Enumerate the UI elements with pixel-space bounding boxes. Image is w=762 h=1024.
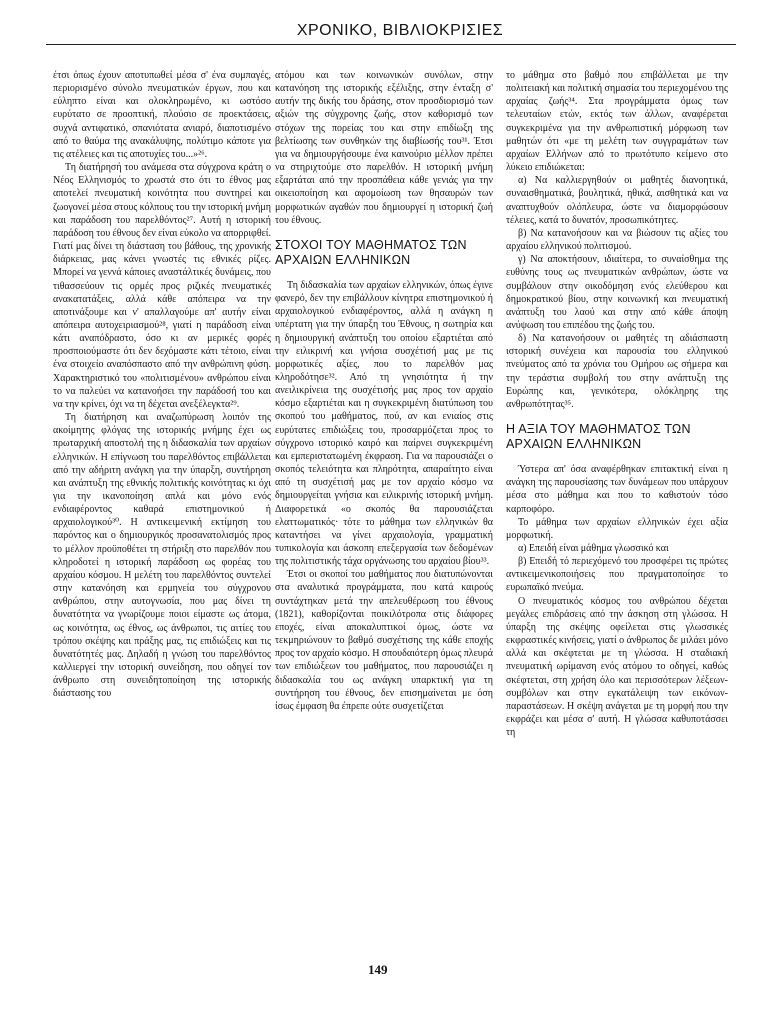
page-number: 149 xyxy=(368,962,388,977)
section-heading: Η ΑΞΙΑ ΤΟΥ ΜΑΘΗΜΑΤΟΣ ΤΩΝ ΑΡΧΑΙΩΝ ΕΛΛΗΝΙΚΩΝ xyxy=(506,422,691,452)
paragraph: δ) Να κατανοήσουν οι μαθητές τη αδιάσπαστη ιστορική συνέχεια και παρουσία του ελληνικού πνεύματος από τα χρόνια του Ομήρου ως σήμερα και την τεράστια συμβολή του στην ανάπτυξη της Ευρώπης και, γενικότερα, ολόκληρης της ανθρωπότητας³⁵. xyxy=(506,333,728,410)
paragraph: Το μάθημα των αρχαίων ελληνικών έχει αξία μορφωτική. xyxy=(506,516,728,541)
paragraph: ατόμου και των κοινωνικών συνόλων, στην κατανόηση της ιστορικής εξέλιξης, στην ένταξη σ' αυτήν της δικής του δράσης, στον προσδιορισμό των αξιών της σύγχρονης ζωής, στον καθορισμό των στόχων της πορείας του και στην επιδίωξη της βελτίωσης των συνθηκών της διαβίωσής του³¹. Έτσι για να δημιουργήσουμε ένα καινούριο μέλλον πρέπει να στηριχτούμε στο παρελθόν. Η ιστορική μνήμη εξαρτάται από την προσπάθεια κάθε γενιάς για την οικειοποίηση και αφομοίωση των θησαυρών των μορφωτικών αγαθών που δημιουργεί η ιστορική ζωή του έθνους. xyxy=(275,70,493,226)
text-column-2 xyxy=(275,69,493,713)
text-column-3 xyxy=(506,69,728,739)
paragraph: β) Να κατανοήσουν και να βιώσουν τις αξίες του αρχαίου ελληνικού πολιτισμού. xyxy=(506,227,728,253)
paragraph: το μάθημα στο βαθμό που επιβάλλεται με την πολιτειακή και πολιτική σημασία του περιεχομένου της αρχαίας ζωής³⁴. Στα προγράμματα όμως των τελευταίων ετών, εκτός των άλλων, αναφέρεται συγκεκριμένα για την ανθρωπιστική μόρφωση των μαθητών ότι «με τη μελέτη των συγγραμάτων των αρχαίων Ελλήνων από το πρωτότυπο κείμενο στο λύκειο επιδιώκεται: xyxy=(506,70,728,174)
paragraph: Τη διατήρηση και αναζωπύρωση λοιπόν της ακοίμητης φλόγας της ιστορικής μνήμης έχει ως πρωταρχική αποστολή της η διδασκαλία των αρχαίων ελληνικών. Η επίγνωση του παρελθόντος επιβάλλεται από την αδήριτη ανάγκη για την ύπαρξη, συντήρηση και ανάπτυξη της εθνικής πολιτικής κοινότητας κι όχι για την ικανοποίηση απλά και μόνο ενός ενδιαφέροντος καθαρά επιστημονικού ή αρχαιολογικού³⁰. Η αντικειμενική εκτίμηση του παρόντος και ο δημιουργικός προσανατολισμός προς το μέλλον προϋποθέτει τη στήριξη στο παρελθόν που κληροδοτεί η ιστορική παράδοση ως φορέας του αρχαίου κόσμου. Η μελέτη του παρελθόντος συντελεί στην κατανόηση και ερμηνεία του σύγχρονου ανθρώπου, στην αυτογνωσία, που μας δίνει τη δυνατότητα να γνωρίζουμε ποιοι είμαστε ως άτομα, ως κοινότητα, ως έθνος, ως άνθρωποι, τις αιτίες του τρόπου σκέψης και πράξης μας, τις επιδιώξεις και τις δυνατότητές μας. Δηλαδή η γνώση του παρελθόντος καλλιεργεί την ιστορική συνείδηση, που οδηγεί τον άνθρωπο στη συνειδητοποίηση της ιστορικής διάστασης του xyxy=(53,412,271,700)
paragraph: Έτσι οι σκοποί του μαθήματος που διατυπώνονται στα αναλυτικά προγράμματα, που κατά καιρούς συντάχτηκαν μετά την απελευθέρωση του έθνους (1821), καθορίζονται ποικιλότροπα στις διάφορες εποχές, είναι αποκαλυπτικοί όμως, ώστε να τεκμηριώνουν το βαθμό συσχέτισης της κάθε εποχής προς τον αρχαίο κόσμο. Η σπουδαιότερη όμως πλευρά των επιδιώξεων του μαθήματος, που παρουσιάζει η διδασκαλία του ως ανάγκη υπαρκτική για τη συντήρηση του έθνους, δεν επισημαίνεται με όση ίσως έμφαση θα έπρεπε ούτε συσχετίζεται xyxy=(275,569,493,712)
section-heading: ΣΤΟΧΟΙ ΤΟΥ ΜΑΘΗΜΑΤΟΣ ΤΩΝ ΑΡΧΑΙΩΝ ΕΛΛΗΝΙΚΩΝ xyxy=(275,237,467,267)
paragraph: γ) Να αποκτήσουν, ιδιαίτερα, το συναίσθημα της ευθύνης τους ως πνευματικών ανθρώπων, ώστε να συμβάλουν στην οικοδόμηση ενός ελεύθερου και δημοκρατικού βίου, στην κοινωνική και πνευματική ανάπτυξη του λαού και στην από κάθε άποψη ανύψωση του επιπέδου της ζωής του. xyxy=(506,254,728,331)
header-rule xyxy=(46,44,736,45)
paragraph: α) Να καλλιεργηθούν οι μαθητές διανοητικά, συναισθηματικά, βουλητικά, ηθικά, αισθητικά και να αναπτυχθούν ολόπλευρα, ώστε να διαμορφώσουν τέλειες, κατά το δυνατόν, προσωπικότητες. xyxy=(506,175,728,226)
paragraph: Ο πνευματικός κόσμος του ανθρώπου δέχεται μεγάλες επιδράσεις από την άσκηση στη γλώσσα. Η ύπαρξη της σκέψης οφείλεται στις γλωσσικές εκφραστικές κινήσεις, γιατί ο άνθρωπος δε μιλάει μόνο αλλά και σκέφτεται με τη γλώσσα. Η σταδιακή πνευματική ωρίμανση ενός ατόμου το οδηγεί, καθώς σκέφτεται, στη χρήση όλο και περισσότερων λέξεων-συμβόλων και στην εγκατάλειψη των εικόνων-παραστάσεων. Η σκέψη ανάγεται με τη μορφή που την εκφράζει και μέσα σ' αυτή. Η γλώσσα καθυποτάσσει τη xyxy=(506,595,728,739)
text-column-1 xyxy=(53,69,271,701)
paragraph: έτσι όπως έχουν αποτυπωθεί μέσα σ' ένα συμπαγές, περιορισμένο σύνολο πνευματικών έργων, που και εύληπτο είναι και ολοκληρωμένο, κι ωστόσο ευρύτατο σε προοπτική, πλούσιο σε προεκτάσεις, συχνά αντιφατικό, σπανιότατα ανιαρό, διαποτισμένο από το θαύμα της ανακάλυψης, πολύτιμο κάποτε για τις ατέλειες και τις αποτυχίες του...»²⁶. xyxy=(53,70,271,160)
paragraph: Τη διατήρησή του ανάμεσα στα σύγχρονα κράτη ο Νέος Ελληνισμός το χρωστά στο ότι το έθνος μας αποτελεί πνευματική κοινότητα που συντηρεί και ζωογονεί μέσα στους κόλπους του την ιστορική μνήμη και παράδοση του παρελθόντος²⁷. Αυτή η ιστορική παράδοση του έθνους δεν είναι εύκολο να απορριφθεί. Γιατί μας δίνει τη διάσταση του βάθους, της χρονικής διάρκειας, μας κάνει γνωστές τις εθνικές ρίζες. Μπορεί να γεννά κάποιες αναστάλτικές δυνάμεις, που τιθασσεύουν τις ορμές προς ριζικές πνευματικές ανακατατάξεις, αλλά κάθε απόπειρα να την αποτινάξουμε και ν' απαλλαγούμε απ' αυτήν είναι απόπειρα αυτοχειριασμού²⁸, γιατί η παράδοση είναι κάτι αναπόδραστο, όσο κι αν μερικές φορές προσποιούμαστε ότι δεν δεχόμαστε κάτι τέτοιο, είναι ένα στοιχείο αναπόσπαστο από την ανθρώπινη φύση. Χαρακτηριστικό του «πολιτισμένου» ανθρώπου είναι το να παλεύει να κατανοήσει την παράδοσή του και να την κρίνει, όχι να τη δέχεται ανεξέλεγκτα²⁹. xyxy=(53,162,271,410)
paragraph: β) Επειδή τό περιεχόμενό του προσφέρει τις πρώτες αντικειμενικοποιήσεις που πραγματοποίησε το ευρωπαϊκό πνεύμα. xyxy=(506,556,728,594)
paragraph: α) Επειδή είναι μάθημα γλωσσικό και xyxy=(518,543,669,554)
paragraph: Ύστερα απ' όσα αναφέρθηκαν επιτακτική είναι η ανάγκη της παρουσίασης των δυνάμεων που υπάρχουν μέσα στο μάθημα και που το καθιστούν τόσο καρποφόρο. xyxy=(506,464,728,515)
running-head: ΧΡΟΝΙΚΟ, ΒΙΒΛΙΟΚΡΙΣΙΕΣ xyxy=(296,22,504,39)
paragraph: Τη διδασκαλία των αρχαίων ελληνικών, όπως έγινε φανερό, δεν την επιβάλλουν κίνητρα επιστημονικού ή αρχαιολογικού ενδιαφέροντος, αλλά η ανάγκη η υπέρτατη για την ύπαρξη του Έθνους, η σωτηρία και η δημιουργική ανάπτυξη του οποίου εξαρτιέται από την ειλικρινή και γνήσια συσχέτισή μας με τις μορφωτικές αξίες, που το παρελθόν μας κληροδότησε³². Από τη γνησιότητα ή την ανειλικρίνεια της συσχέτισής μας προς τον αρχαίο κόσμο εξαρτιέται και η συγκεκριμένη διατύπωση του σκοπού του μαθήματος, πού, αν και ενιαίος στις ευρύτατες επιδιώξεις του, προσαρμόζεται προς το σύγχρονο ιστορικό καιρό και παίρνει συγκεκριμένη και εμπεριστατωμένη έκφραση. Για να παρουσιάζει ο σκοπός τελειότητα και πληρότητα, απαραίτητο είναι από τη συσχέτισή μας με τον αρχαίο κόσμο να δημιουργείται γνήσια και ειλικρινής ιστορική μνήμη. Διαφορετικά «ο σκοπός θα παρουσιάζεται ελαττωματικός· τότε το μάθημα των ελληνικών θα καταντήσει να γίνει αρχαιολογία, γραμματική τυπικολογία και άσκοπη επεξεργασία των δεδομένων της πολιτιστικής τάχα οργάνωσης του αρχαίου βίου³³. xyxy=(275,279,493,568)
